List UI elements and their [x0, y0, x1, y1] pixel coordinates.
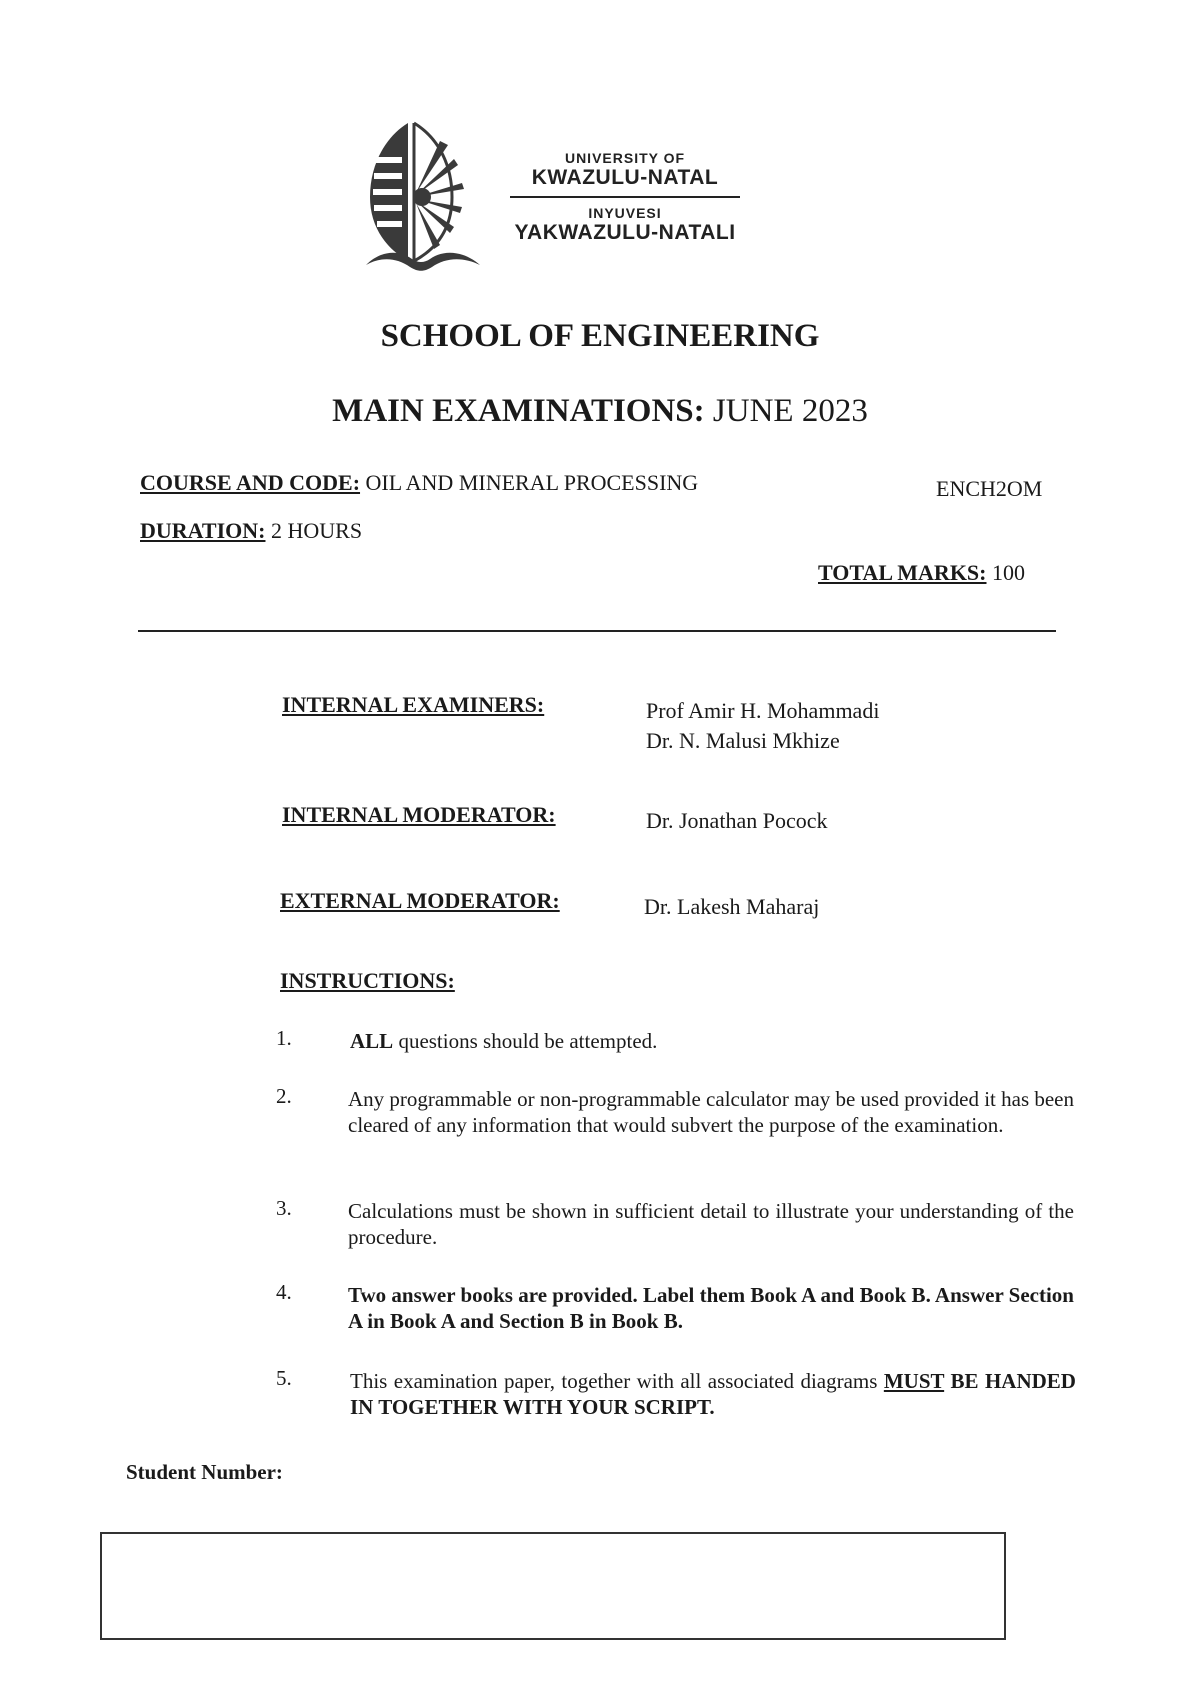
instruction-5-tail: BE HANDED IN TOGETHER WITH YOUR SCRIPT.: [350, 1369, 1076, 1419]
school-title: SCHOOL OF ENGINEERING: [380, 318, 820, 354]
instruction-item-4: Two answer books are provided. Label them Book A and Book B. Answer Section A in Book A and Section B in Book B.: [348, 1283, 1074, 1333]
internal-examiners-list: [646, 696, 879, 756]
instruction-1-text: questions should be attempted.: [393, 1029, 658, 1053]
instruction-5-emphasis: MUST: [883, 1369, 945, 1393]
exam-title: [0, 393, 1200, 430]
instruction-item-2: Any programmable or non-programmable calculator may be used provided it has been cleared of any information that would subvert the purpose of the examination.: [348, 1087, 1075, 1137]
instruction-number: 5.: [276, 1366, 292, 1390]
total-marks-field: [818, 560, 1025, 586]
student-number-label: Student Number:: [126, 1460, 283, 1484]
student-number-box[interactable]: [100, 1532, 1006, 1640]
duration-label: DURATION:: [140, 518, 266, 543]
total-marks-value: 100: [992, 560, 1025, 585]
instruction-item-5: [350, 1368, 1076, 1420]
logo-divider: [510, 196, 740, 198]
logo-line-3: INYUVESI: [588, 205, 662, 221]
instructions-heading: INSTRUCTIONS:: [280, 968, 455, 993]
logo-line-1: UNIVERSITY OF: [564, 150, 686, 166]
logo-line-2: KWAZULU-NATAL: [531, 166, 719, 189]
university-crest-icon: [360, 115, 500, 280]
instruction-1-emphasis: ALL: [350, 1029, 394, 1053]
duration-value: 2 HOURS: [270, 518, 363, 543]
instruction-item-3: Calculations must be shown in sufficient detail to illustrate your understanding of the procedure.: [348, 1199, 1074, 1249]
total-marks-label: TOTAL MARKS:: [818, 560, 987, 585]
internal-examiner-1: Prof Amir H. Mohammadi: [646, 698, 880, 723]
instruction-number: 4.: [276, 1280, 292, 1304]
external-moderator-name: Dr. Lakesh Maharaj: [644, 894, 820, 919]
instruction-5-text: This examination paper, together with all associated diagrams: [350, 1369, 884, 1393]
course-label: COURSE AND CODE:: [140, 470, 361, 495]
duration-field: [140, 518, 362, 544]
instruction-number: 2.: [276, 1084, 292, 1108]
logo-line-4: YAKWAZULU-NATALI: [514, 221, 736, 244]
course-code: ENCH2OM: [936, 476, 1043, 501]
course-field: [140, 470, 698, 496]
exam-label: MAIN EXAMINATIONS:: [332, 393, 705, 429]
instruction-number: 3.: [276, 1196, 292, 1220]
course-name: OIL AND MINERAL PROCESSING: [365, 470, 699, 495]
external-moderator-label: EXTERNAL MODERATOR:: [280, 888, 560, 913]
internal-moderator-name: Dr. Jonathan Pocock: [646, 808, 828, 833]
internal-moderator-label: INTERNAL MODERATOR:: [282, 802, 556, 827]
instruction-item-1: [350, 1028, 1076, 1054]
instruction-number: 1.: [276, 1026, 292, 1050]
university-name: [510, 150, 740, 245]
internal-examiner-2: Dr. N. Malusi Mkhize: [646, 728, 840, 753]
header-divider: [138, 630, 1056, 632]
exam-date: JUNE 2023: [712, 393, 868, 429]
internal-examiners-label: INTERNAL EXAMINERS:: [282, 692, 545, 717]
